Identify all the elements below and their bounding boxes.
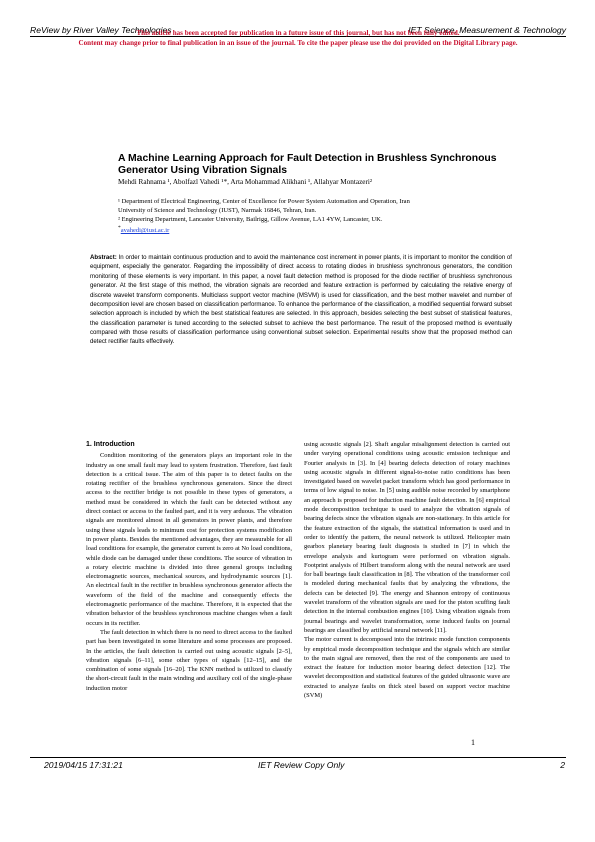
- publication-notice: [30, 28, 566, 48]
- intro-paragraph-2: The fault detection in which there is no need to direct access to the faulted part has been investigated in some literature and some processes are proposed. In the articles, the fault detection is carried out using acoustic signals [2–5], vibration signals [6–11], some other types of signals [12–15], and the combination of some signals [16–20]. The KNN method is utilized to classify the short-circuit fault in the main winding and auxiliary coil of the single-phase induction motor: [86, 628, 292, 692]
- affiliation-2: ² Engineering Department, Lancaster University, Bailrigg, Gillow Avenue, LA1 4YW, Lancaster, UK.: [118, 216, 383, 223]
- intro-paragraph-4: The motor current is decomposed into the intrinsic mode function components by empirical mode decomposition technique and the signals which are similar to the main signal are removed, then the rest of the components are used to extract the feature for induction motor bearing defect detection [12]. The wavelet decomposition and statistical features of the guided ultrasonic wave are extracted to analyze faults on thick steel based on support vector machine (SVM): [304, 636, 510, 700]
- running-header-right: IET Science, Measurement & Technology: [408, 25, 566, 35]
- email-marker: *: [118, 225, 121, 231]
- abstract-label: Abstract:: [90, 254, 117, 261]
- running-header-left: ReView by River Valley Technologies: [30, 25, 172, 35]
- intro-paragraph-1: Condition monitoring of the generators plays an important role in the industry as one small fault may lead to system frustration. Therefore, fast fault detection is a critical issue. The aim of this paper is to detect faults on the rotating rectifier of the brushless synchronous generators. Since the direct access to the rectifier bridge is not possible in these types of generators, a method must be considered in which the fault can be detected without any direct contact or access to the faulted part, and it is very arduous. The vibration signals are monitored almost in all generators in power plants, and therefore using these signals leads to minimum cost for protection systems modification in power plants. Besides the mentioned advantages, they are measurable for all load conditions for example, the generator current is zero at No load conditions, while diode can be damaged under these conditions. The source of vibration in a rotary electric machine is divided into three general groups including electromagnetic sources, mechanical sources, and hydrodynamic sources [1]. An electrical fault in the rectifier in brushless synchronous generator affects the waveform of the field of the machine and consequently effects the electromagnetic performance of the machine. Therefore, it is expected that the vibration behavior of the brushless synchronous machine changes when a fault occurs in its rectifier.: [86, 452, 292, 627]
- paper-title-line-1: A Machine Learning Approach for Fault Detection in Brushless Synchronous: [118, 153, 497, 164]
- page-number: 1: [471, 738, 475, 747]
- corresponding-email-line: [118, 224, 488, 235]
- paper-title-line-2: Generator Using Vibration Signals: [118, 165, 287, 176]
- footer-page-number: 2: [560, 760, 565, 770]
- section-heading-introduction: 1. Introduction: [86, 441, 135, 448]
- affiliation-1-line-1: ¹ Department of Electrical Engineering, Center of Excellence for Power System Automation and Operation, Iran: [118, 198, 410, 205]
- footer-rule: [30, 757, 566, 758]
- affiliations: [118, 197, 488, 235]
- paper-title: [118, 153, 497, 177]
- intro-paragraph-3: using acoustic signals [2]. Shaft angular misalignment detection is carried out under varying operational conditions using acoustic emission technique and Fourier analysis in [3]. In [4] bearing defects detection of rotary machines using acoustic signals in different signal-to-noise ratio conditions has been investigated based on wavelet packet transform which has good performance in terms of low signal to noise. In [5] using audible noise recorded by smartphone an approach is proposed for induction machine fault detection. In [6] empirical mode decomposition technique is used to analyze the vibration signals of bearing defects since the vibration signals are non-stationary. In this article for the feature extraction of the signals, the statistical information is used and in order to identify the pattern, the neural network is utilized. Helicopter main gearbox planetary bearing fault diagnosis is studied in [7] in which the envelope analysis and kurtogram were performed on vibration signals. Footprint analysis of Hilbert transform along with the neural network are used for ball bearings fault classification in [8]. The vibration of the transformer coil is modeled during mechanical faults that by analyzing the vibrations, the defects can be detected [9]. The energy and Shannon entropy of continuous wavelet transform of the vibration signals are used for the piston scuffing fault detection in the internal combustion engines [10]. Using vibration signals from journal bearings and wavelet transformation, some induced faults on journal bearings are classified by artificial neural network [11].: [304, 441, 510, 634]
- body-column-left: [86, 440, 292, 693]
- body-column-right: [304, 440, 510, 700]
- footer-timestamp: 2019/04/15 17:31:21: [44, 760, 123, 770]
- corresponding-email-link[interactable]: avahedi@iust.ac.ir: [120, 227, 170, 235]
- publication-notice-line-1: This article has been accepted for publication in a future issue of this journal, but has not been fully edited.: [136, 29, 460, 37]
- abstract: [90, 253, 512, 347]
- affiliation-1-line-2: University of Science and Technology (IUST), Narmak 16846, Tehran, Iran.: [118, 207, 317, 214]
- publication-notice-line-2: Content may change prior to final publication in an issue of the journal. To cite the paper please use the doi provided on the Digital Library page.: [78, 39, 518, 47]
- abstract-text: In order to maintain continuous production and to avoid the maintenance cost increment in power plants, it is important to monitor the condition of equipment, especially the generator. Regarding the impossibility of direct access to rotating diodes in brushless synchronous generators, the condition monitoring of these elements is very important. In this paper, a novel fault detection method is proposed for the diode rectifier of brushless synchronous generator. At the first stage of this method, the vibration signals are recorded and feature extraction is performed by calculating the relative energy of discrete wavelet transform components. Multiclass support vector machine (MSVM) is used for classification, and the best mother wavelet and number of decomposition level are chosen based on classification performance. To enhance the performance of the classification, a modified sequential forward subset selection approach is included by which the best statistical features are selected. In this approach, besides selecting the best subset of statistical features, the classification parameter is tuned according to the selected subset to achieve the best performance. The result of the proposed method is eventually compared with those results of classification performance using conventional subset selection. Experimental results show that the proposed method can detect rectifier faults effectively.: [90, 254, 512, 346]
- author-list: Mehdi Rahnama ¹, Abolfazl Vahedi ¹*, Arta Mohammad Alikhani ¹, Allahyar Montazeri²: [118, 178, 373, 186]
- footer-review-label: IET Review Copy Only: [258, 760, 345, 770]
